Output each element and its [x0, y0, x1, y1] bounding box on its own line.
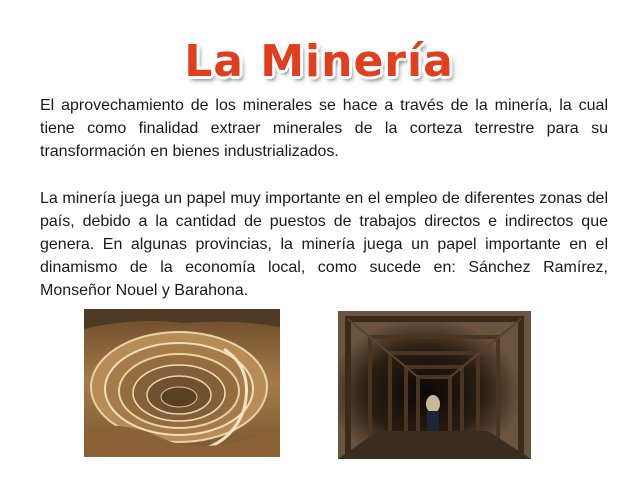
paragraph-mining-employment: La minería juega un papel muy importante en el empleo de diferentes zonas del país, debido a la cantidad de puestos de trabajos directos e indirectos que genera. En algunas provincias, la minería juega un papel importante en el dinamismo de la economía local, como sucede en: Sánchez Ramírez, Monseñor Nouel y Barahona. — [40, 190, 608, 299]
paragraph-mining-definition: El aprovechamiento de los minerales se hace a través de la minería, la cual tiene como finalidad extraer minerales de la corteza terrestre para su transformación en bienes industrializados. — [40, 97, 608, 160]
mine-tunnel-photo — [338, 311, 531, 459]
slide-title: La Minería — [184, 36, 454, 87]
open-pit-mine-photo — [84, 309, 280, 457]
